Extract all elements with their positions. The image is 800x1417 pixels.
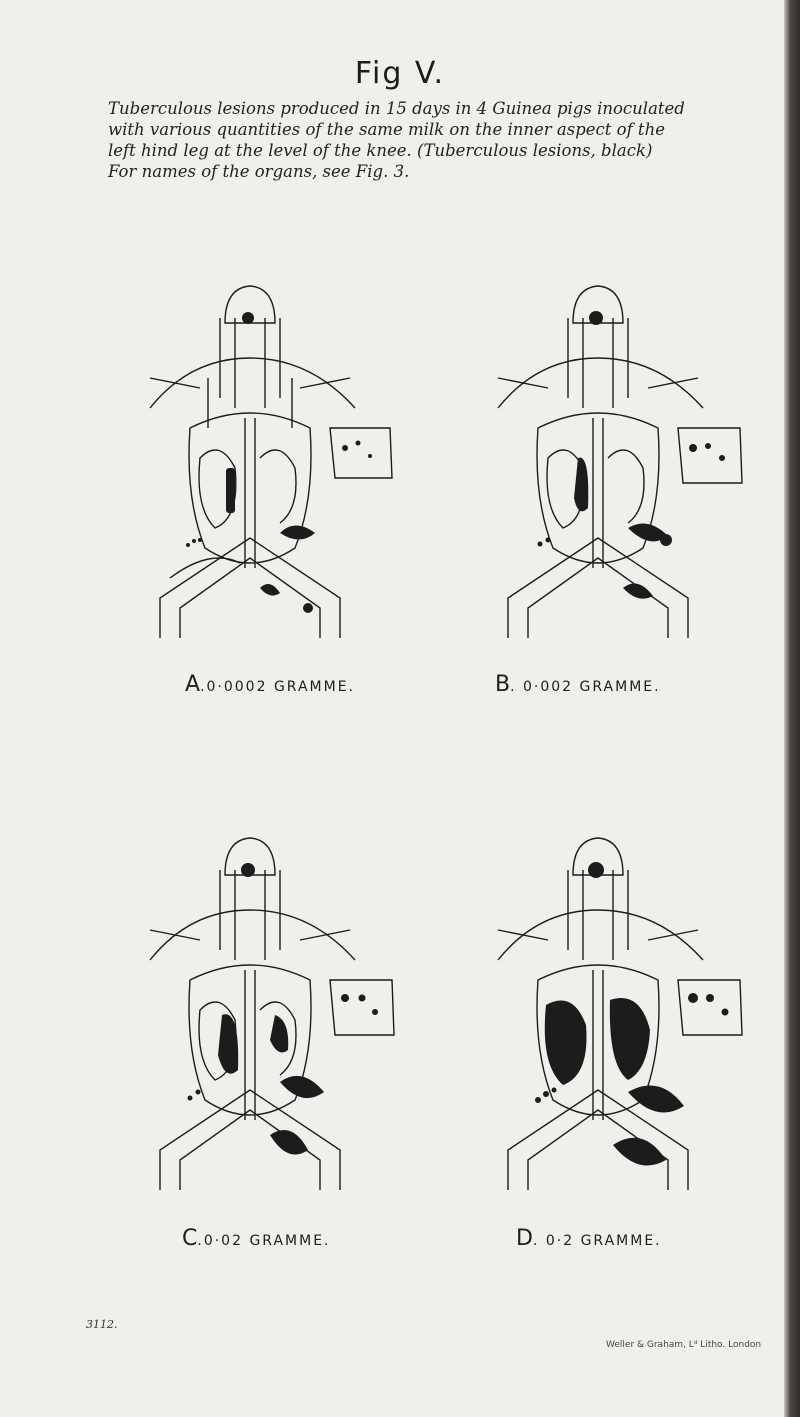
guinea-pig-dissection-a <box>130 278 400 658</box>
printer-credit: Weller & Graham, Lᵈ Litho. London <box>606 1340 762 1350</box>
plate-reference-number: 3112. <box>86 1318 118 1331</box>
caption-line: For names of the organs, see Fig. 3. <box>108 162 410 181</box>
plate-a-illustration <box>130 278 400 658</box>
plate-dose: .0·0002 GRAMME. <box>200 679 355 695</box>
plate-a-label <box>185 672 355 697</box>
plate-dose: . 0·002 GRAMME. <box>510 679 661 695</box>
plate-b-illustration <box>478 278 748 658</box>
plate-letter: A <box>185 672 201 697</box>
plate-d-label <box>516 1226 662 1251</box>
page-edge-shadow <box>784 0 800 1417</box>
figure-caption <box>108 98 688 182</box>
caption-line: with various quantities of the same milk on the inner aspect of the <box>108 120 665 139</box>
caption-line: Tuberculous lesions produced in 15 days in 4 Guinea pigs inoculated <box>108 99 685 118</box>
guinea-pig-dissection-c <box>130 830 400 1210</box>
plate-letter: B <box>495 672 511 697</box>
plate-c-label <box>182 1226 331 1251</box>
plate-letter: D <box>516 1226 533 1251</box>
guinea-pig-dissection-b <box>478 278 748 658</box>
plate-d-illustration <box>478 830 748 1210</box>
figure-title: Fig V. <box>354 56 446 91</box>
plate-dose: . 0·2 GRAMME. <box>532 1233 662 1249</box>
plate-c-illustration <box>130 830 400 1210</box>
plate-letter: C <box>182 1226 198 1251</box>
caption-line: left hind leg at the level of the knee. (Tuberculous lesions, black) <box>108 141 653 160</box>
guinea-pig-dissection-d <box>478 830 748 1210</box>
plate-b-label <box>495 672 661 697</box>
plate-dose: .0·02 GRAMME. <box>197 1233 331 1249</box>
